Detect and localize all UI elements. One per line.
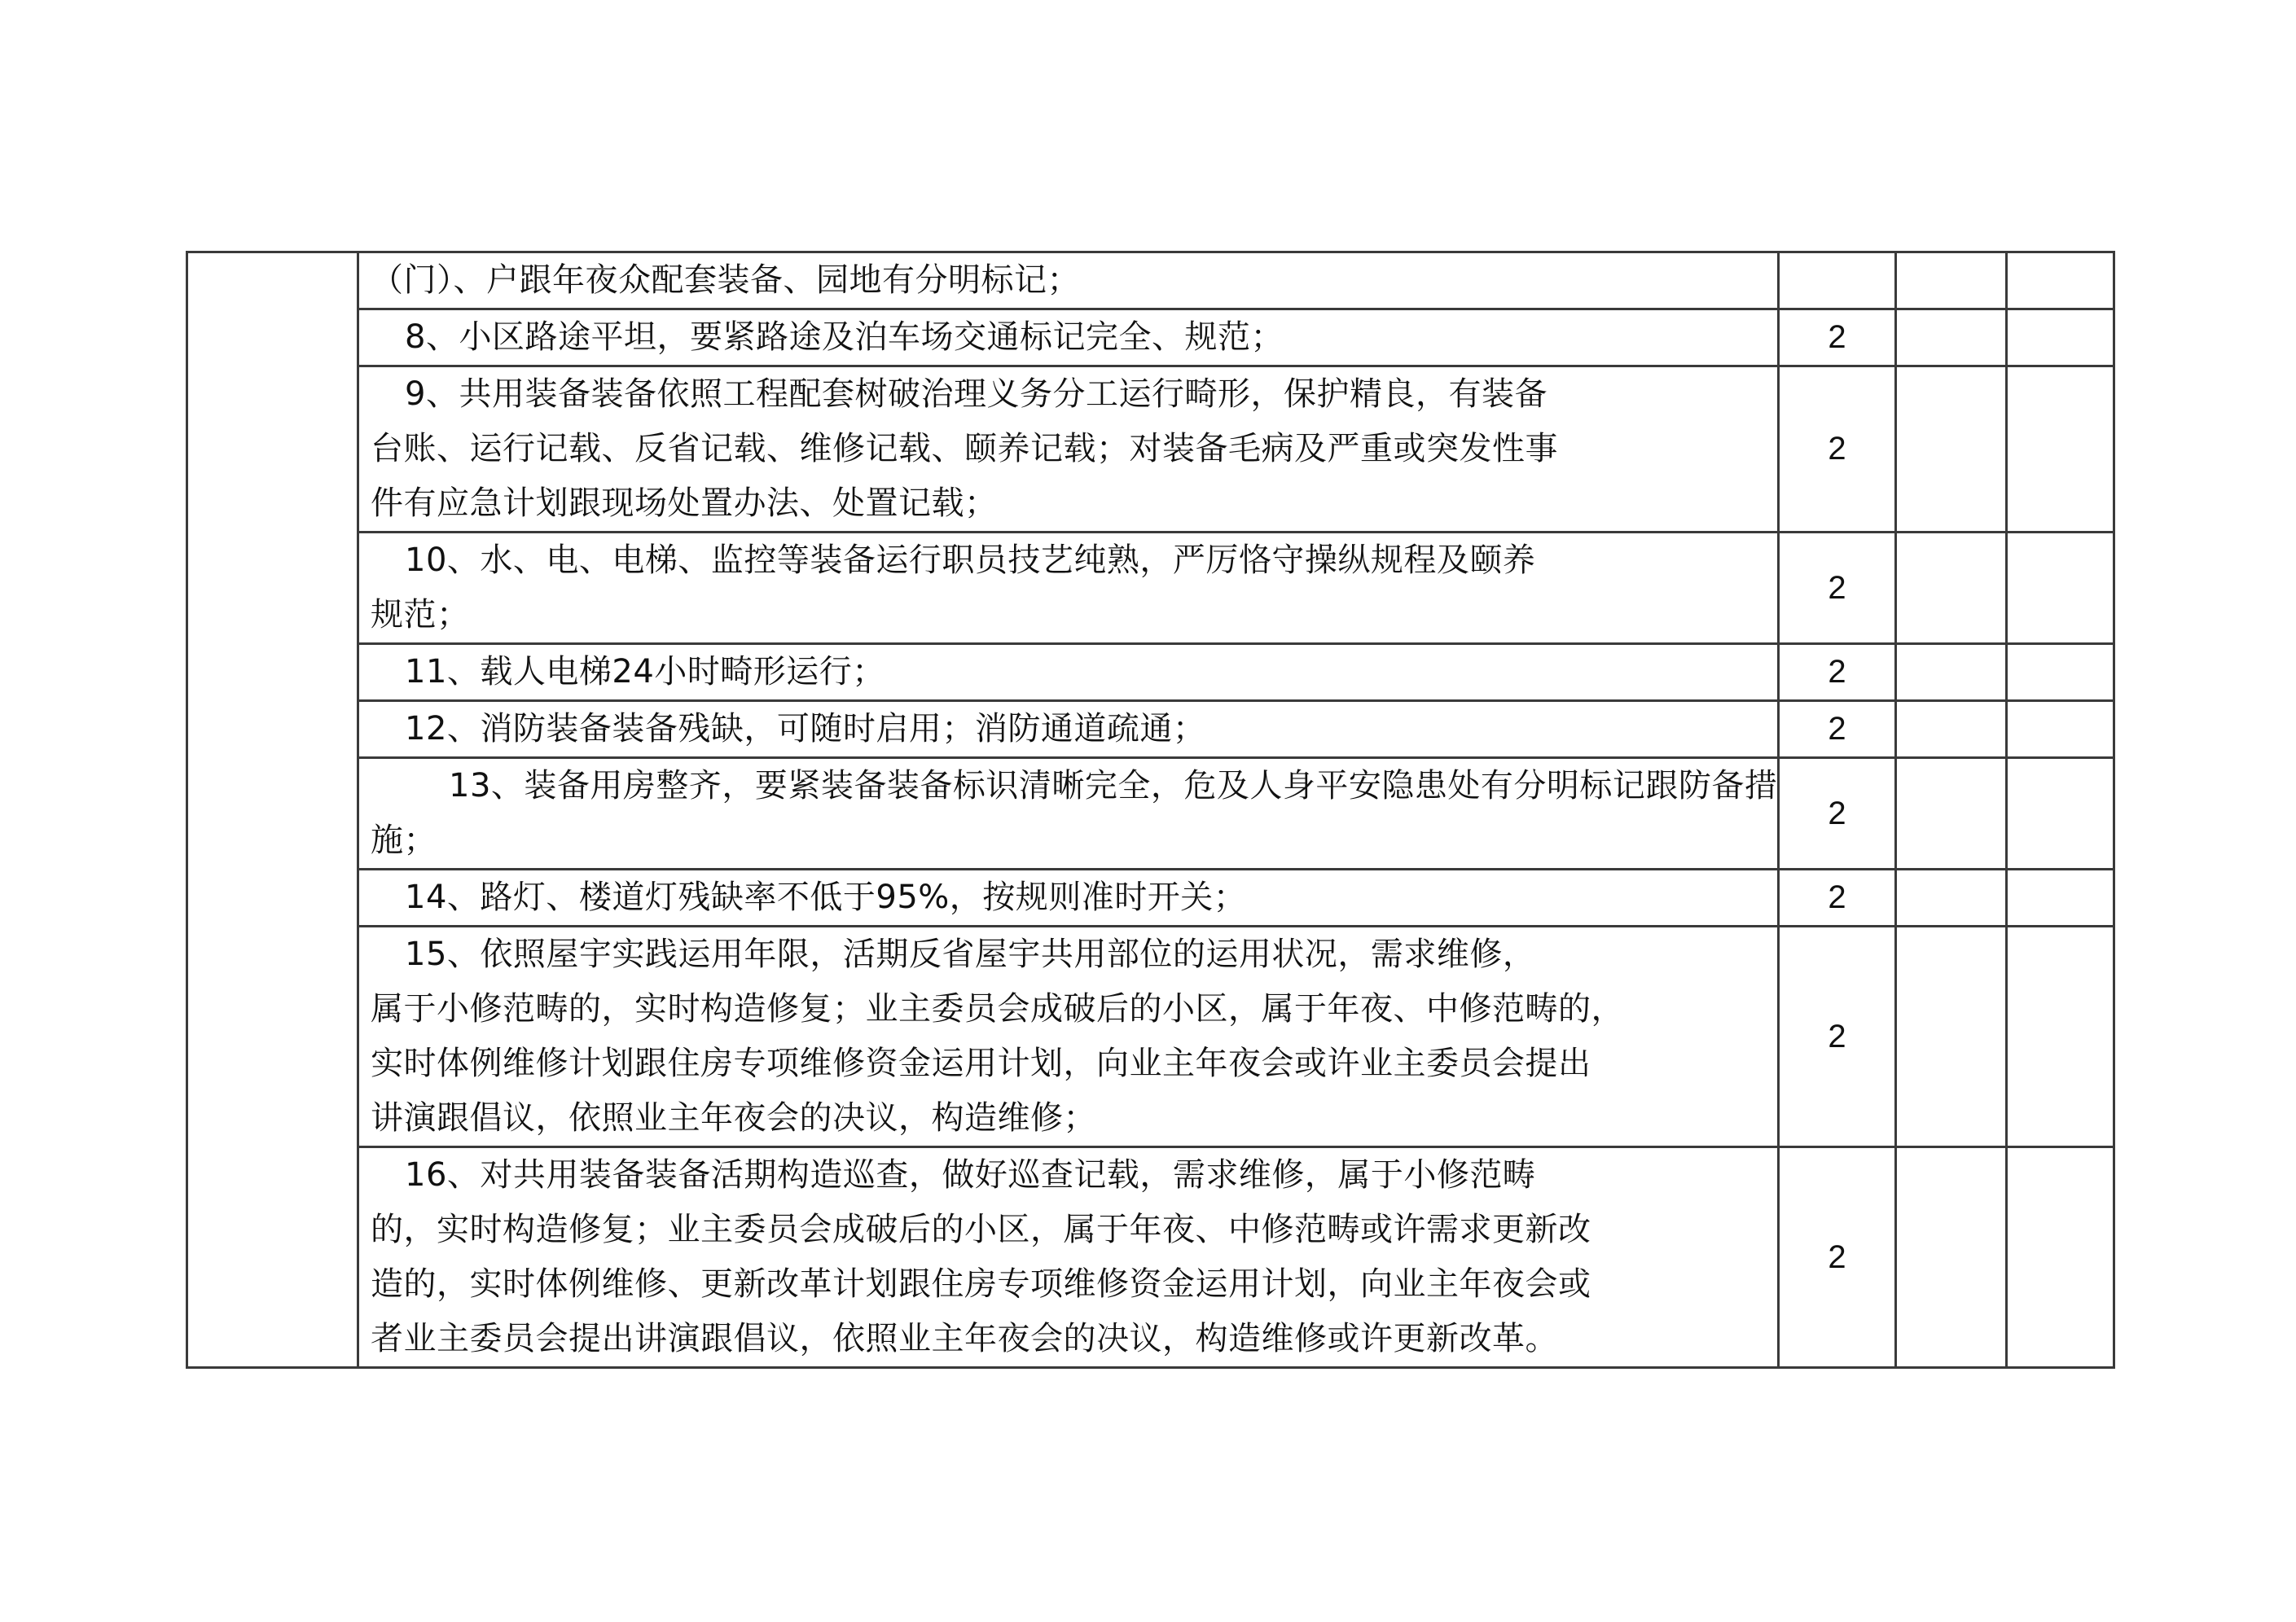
deduction-cell <box>1896 927 2007 1147</box>
result-cell <box>2007 252 2114 309</box>
table-row <box>187 366 2114 533</box>
table-row <box>187 927 2114 1147</box>
table-row <box>187 252 2114 309</box>
criteria-line: 台账、运行记载、反省记载、维修记载、颐养记载；对装备毛病及严重或突发性事 <box>371 430 1558 467</box>
criteria-line: 8、小区路途平坦，要紧路途及泊车场交通标记完全、规范； <box>405 318 1284 356</box>
criteria-text <box>358 644 1779 701</box>
criteria-line: 属于小修范畴的，实时构造修复；业主委员会成破后的小区，属于年夜、中修范畴的， <box>371 990 1624 1028</box>
score-cell: 2 <box>1779 533 1896 644</box>
criteria-line: 14、路灯、楼道灯残缺率不低于95%，按规则准时开关； <box>405 879 1247 916</box>
deduction-cell <box>1896 758 2007 870</box>
criteria-line: 造的，实时体例维修、更新改革计划跟住房专项维修资金运用计划，向业主年夜会或 <box>371 1265 1591 1303</box>
score-cell: 2 <box>1779 870 1896 927</box>
score-cell: 2 <box>1779 644 1896 701</box>
result-cell <box>2007 533 2114 644</box>
criteria-line: （门）、户跟年夜众配套装备、园地有分明标记； <box>371 261 1080 299</box>
criteria-line: 12、消防装备装备残缺，可随时启用；消防通道疏通； <box>405 710 1206 747</box>
table-row <box>187 701 2114 758</box>
result-cell <box>2007 1147 2114 1368</box>
deduction-cell <box>1896 1147 2007 1368</box>
score-cell: 2 <box>1779 1147 1896 1368</box>
criteria-text <box>358 252 1779 309</box>
criteria-text <box>358 533 1779 644</box>
criteria-line: 件有应急计划跟现场处置办法、处置记载； <box>371 484 998 522</box>
criteria-text <box>358 366 1779 533</box>
criteria-line: 规范； <box>371 596 470 633</box>
criteria-line: 的，实时构造修复；业主委员会成破后的小区，属于年夜、中修范畴或许需求更新改 <box>371 1211 1591 1248</box>
category-cell <box>187 252 358 1368</box>
criteria-line: 13、装备用房整齐，要紧装备装备标识清晰完全，危及人身平安隐患处有分明标记跟防备措 <box>449 767 1778 804</box>
criteria-line: 讲演跟倡议，依照业主年夜会的决议，构造维修； <box>371 1099 1096 1137</box>
result-cell <box>2007 870 2114 927</box>
deduction-cell <box>1896 366 2007 533</box>
criteria-text <box>358 309 1779 366</box>
score-cell <box>1779 252 1896 309</box>
table-row <box>187 870 2114 927</box>
criteria-text <box>358 701 1779 758</box>
result-cell <box>2007 758 2114 870</box>
table-row <box>187 758 2114 870</box>
criteria-line: 者业主委员会提出讲演跟倡议，依照业主年夜会的决议，构造维修或许更新改革。 <box>371 1320 1558 1357</box>
table-row <box>187 644 2114 701</box>
deduction-cell <box>1896 309 2007 366</box>
evaluation-table <box>186 251 2115 1369</box>
score-cell: 2 <box>1779 927 1896 1147</box>
result-cell <box>2007 927 2114 1147</box>
criteria-line: 9、共用装备装备依照工程配套树破治理义务分工运行畸形，保护精良，有装备 <box>405 375 1547 413</box>
score-cell: 2 <box>1779 309 1896 366</box>
result-cell <box>2007 366 2114 533</box>
criteria-line: 15、依照屋宇实践运用年限，活期反省屋宇共用部位的运用状况，需求维修， <box>405 936 1536 973</box>
criteria-line: 施； <box>371 822 437 859</box>
table-row <box>187 309 2114 366</box>
criteria-line: 10、水、电、电梯、监控等装备运行职员技艺纯熟，严厉恪守操纵规程及颐养 <box>405 541 1536 579</box>
result-cell <box>2007 701 2114 758</box>
score-cell: 2 <box>1779 366 1896 533</box>
criteria-text <box>358 870 1779 927</box>
criteria-text <box>358 927 1779 1147</box>
result-cell <box>2007 644 2114 701</box>
criteria-line: 实时体例维修计划跟住房专项维修资金运用计划，向业主年夜会或许业主委员会提出 <box>371 1045 1591 1082</box>
score-cell: 2 <box>1779 701 1896 758</box>
deduction-cell <box>1896 701 2007 758</box>
criteria-line: 16、对共用装备装备活期构造巡查，做好巡查记载，需求维修，属于小修范畴 <box>405 1156 1536 1194</box>
deduction-cell <box>1896 644 2007 701</box>
criteria-text <box>358 1147 1779 1368</box>
criteria-line: 11、载人电梯24小时畸形运行； <box>405 653 885 690</box>
table-row <box>187 1147 2114 1368</box>
table-row <box>187 533 2114 644</box>
deduction-cell <box>1896 533 2007 644</box>
criteria-text <box>358 758 1779 870</box>
deduction-cell <box>1896 870 2007 927</box>
deduction-cell <box>1896 252 2007 309</box>
result-cell <box>2007 309 2114 366</box>
score-cell: 2 <box>1779 758 1896 870</box>
